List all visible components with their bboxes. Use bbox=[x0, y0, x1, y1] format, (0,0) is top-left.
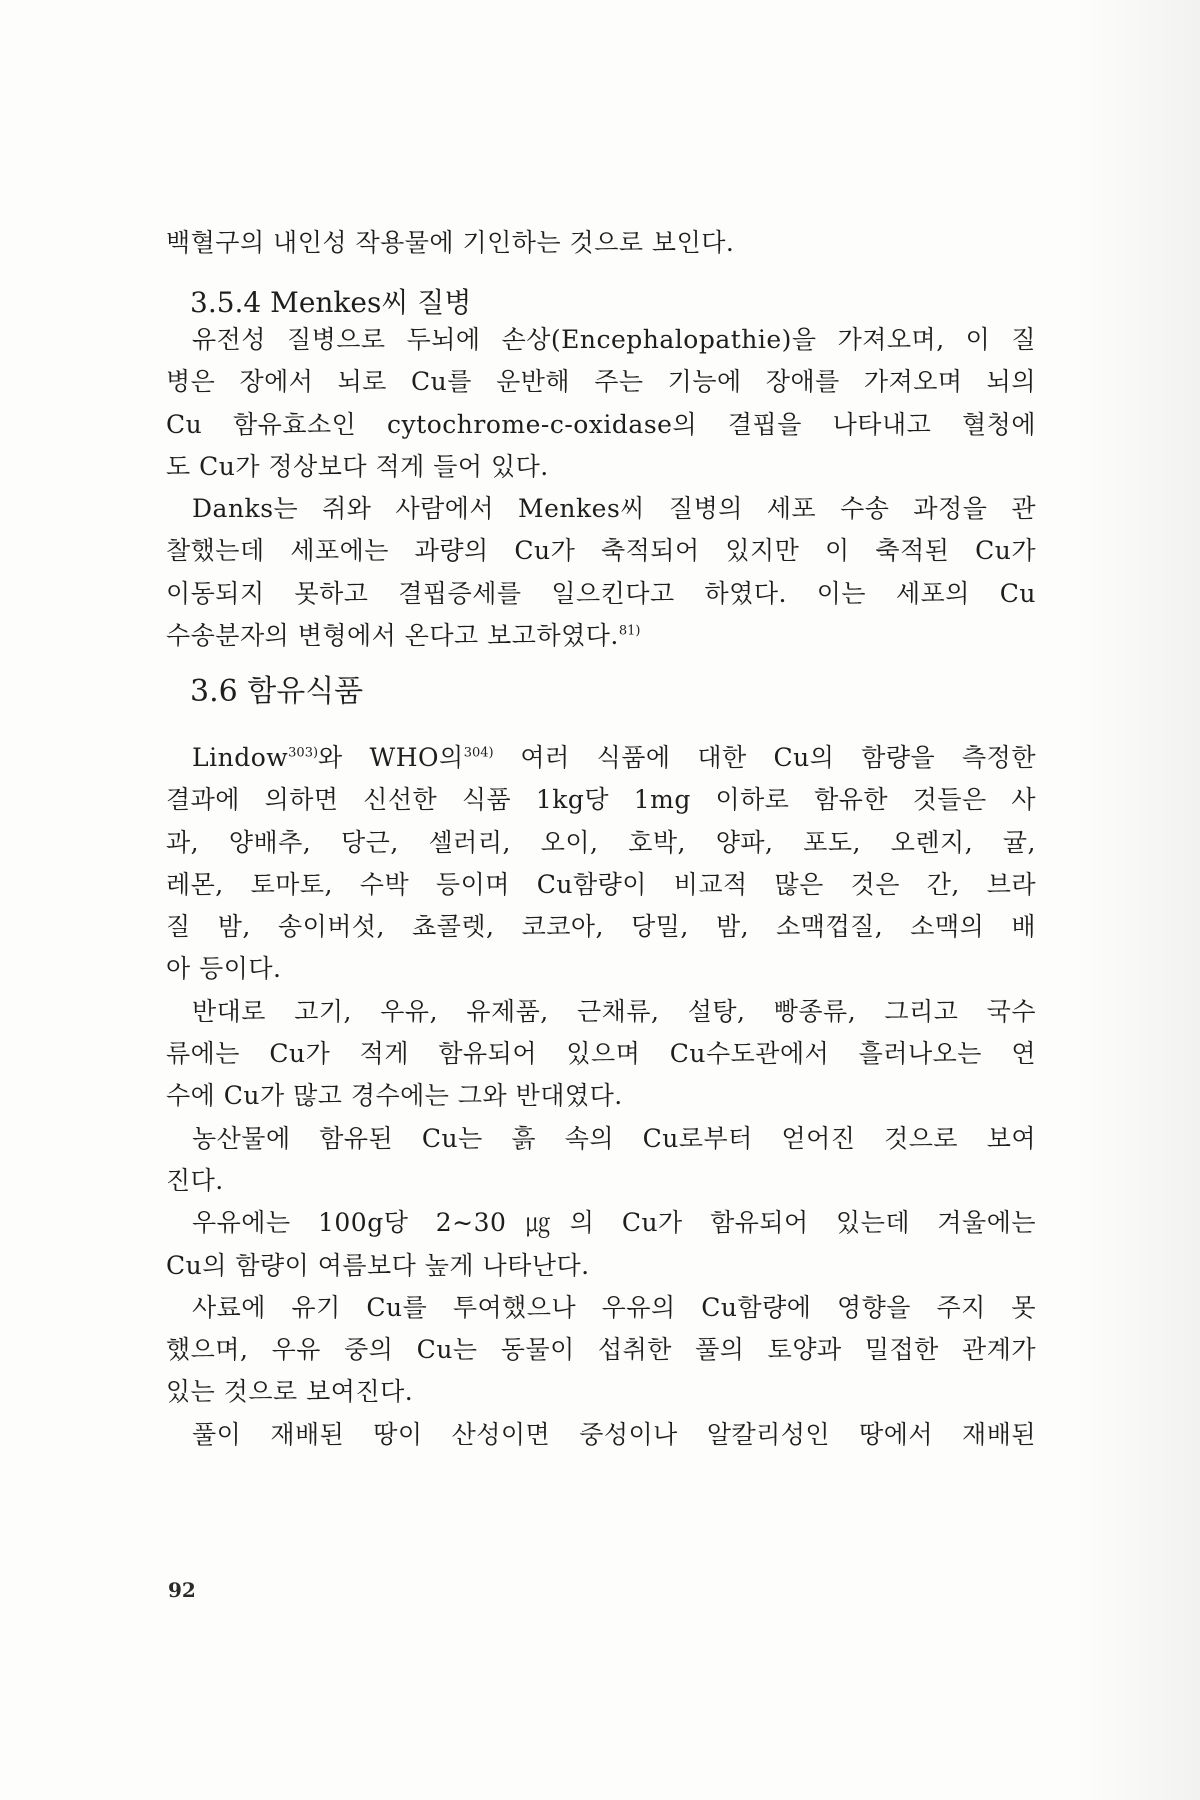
text-line: 진다. bbox=[166, 1165, 224, 1195]
text-line bbox=[166, 737, 1036, 779]
page-number: 92 bbox=[168, 1578, 196, 1602]
text-line: 병은 장에서 뇌로 Cu를 운반해 주는 기능에 장애를 가져오며 뇌의 bbox=[166, 367, 1036, 397]
text-line: 사료에 유기 Cu를 투여했으나 우유의 Cu함량에 영향을 주지 못 bbox=[192, 1292, 1036, 1322]
foods-paragraphs bbox=[166, 737, 1036, 1456]
text-line bbox=[166, 615, 1036, 657]
text-fragment: 와 WHO의 bbox=[318, 743, 464, 772]
text-line-body: 수송분자의 변형에서 온다고 보고하였다. bbox=[166, 621, 619, 651]
text-line: 도 Cu가 정상보다 적게 들어 있다. bbox=[166, 451, 549, 481]
text-line: 레몬, 토마토, 수박 등이며 Cu함량이 비교적 많은 것은 간, 브라 bbox=[166, 869, 1036, 899]
text-line: 우유에는 100g당 2∼30㎍의 Cu가 함유되어 있는데 겨울에는 bbox=[192, 1208, 1036, 1238]
section-menkes bbox=[166, 281, 1036, 321]
text-line: 수에 Cu가 많고 경수에는 그와 반대였다. bbox=[166, 1081, 623, 1111]
section-heading-foods: 3.6 함유식품 bbox=[190, 674, 364, 709]
text-line: Cu 함유효소인 cytochrome-c-oxidase의 결핍을 나타내고 혈청에 bbox=[166, 409, 1036, 439]
author-name: Lindow bbox=[192, 743, 289, 772]
menkes-paragraph-1 bbox=[166, 319, 1036, 657]
text-line: 결과에 의하면 신선한 식품 1kg당 1mg 이하로 함유한 것들은 사 bbox=[166, 785, 1036, 815]
text-line: 농산물에 함유된 Cu는 흙 속의 Cu로부터 얻어진 것으로 보여 bbox=[192, 1123, 1036, 1153]
text-line: 반대로 고기, 우유, 유제품, 근채류, 설탕, 빵종류, 그리고 국수 bbox=[192, 996, 1036, 1026]
text-fragment: 여러 식품에 대한 Cu의 함량을 측정한 bbox=[493, 743, 1036, 772]
text-line: 했으며, 우유 중의 Cu는 동물이 섭취한 풀의 토양과 밀접한 관계가 bbox=[166, 1335, 1036, 1365]
intro-block bbox=[166, 222, 1036, 264]
text-line: 풀이 재배된 땅이 산성이면 중성이나 알칼리성인 땅에서 재배된 bbox=[192, 1419, 1036, 1449]
text-line: 아 등이다. bbox=[166, 954, 282, 984]
text-line: Cu의 함량이 여름보다 높게 나타난다. bbox=[166, 1250, 590, 1280]
intro-line: 백혈구의 내인성 작용물에 기인하는 것으로 보인다. bbox=[166, 228, 735, 257]
scan-shadow bbox=[1075, 0, 1200, 1800]
reference-superscript: 304) bbox=[463, 745, 494, 761]
reference-superscript: 303) bbox=[288, 745, 319, 761]
reference-superscript: 81) bbox=[618, 623, 641, 639]
section-foods bbox=[166, 666, 1036, 710]
text-line: 과, 양배추, 당근, 셀러리, 오이, 호박, 양파, 포도, 오렌지, 귤, bbox=[166, 827, 1036, 857]
text-line: 류에는 Cu가 적게 함유되어 있으며 Cu수도관에서 흘러나오는 연 bbox=[166, 1039, 1036, 1069]
text-line: 이동되지 못하고 결핍증세를 일으킨다고 하였다. 이는 세포의 Cu bbox=[166, 578, 1036, 608]
text-line: 질 밤, 송이버섯, 쵸콜렛, 코코아, 당밀, 밤, 소맥껍질, 소맥의 배 bbox=[166, 912, 1036, 942]
text-line: 유전성 질병으로 두뇌에 손상(Encephalopathie)을 가져오며, 이 질 bbox=[192, 325, 1036, 354]
section-heading-menkes: 3.5.4 Menkes씨 질병 bbox=[190, 286, 472, 319]
text-line: Danks는 쥐와 사람에서 Menkes씨 질병의 세포 수송 과정을 관 bbox=[192, 494, 1036, 524]
text-line: 찰했는데 세포에는 과량의 Cu가 축적되어 있지만 이 축적된 Cu가 bbox=[166, 536, 1036, 566]
text-line: 있는 것으로 보여진다. bbox=[166, 1377, 414, 1407]
